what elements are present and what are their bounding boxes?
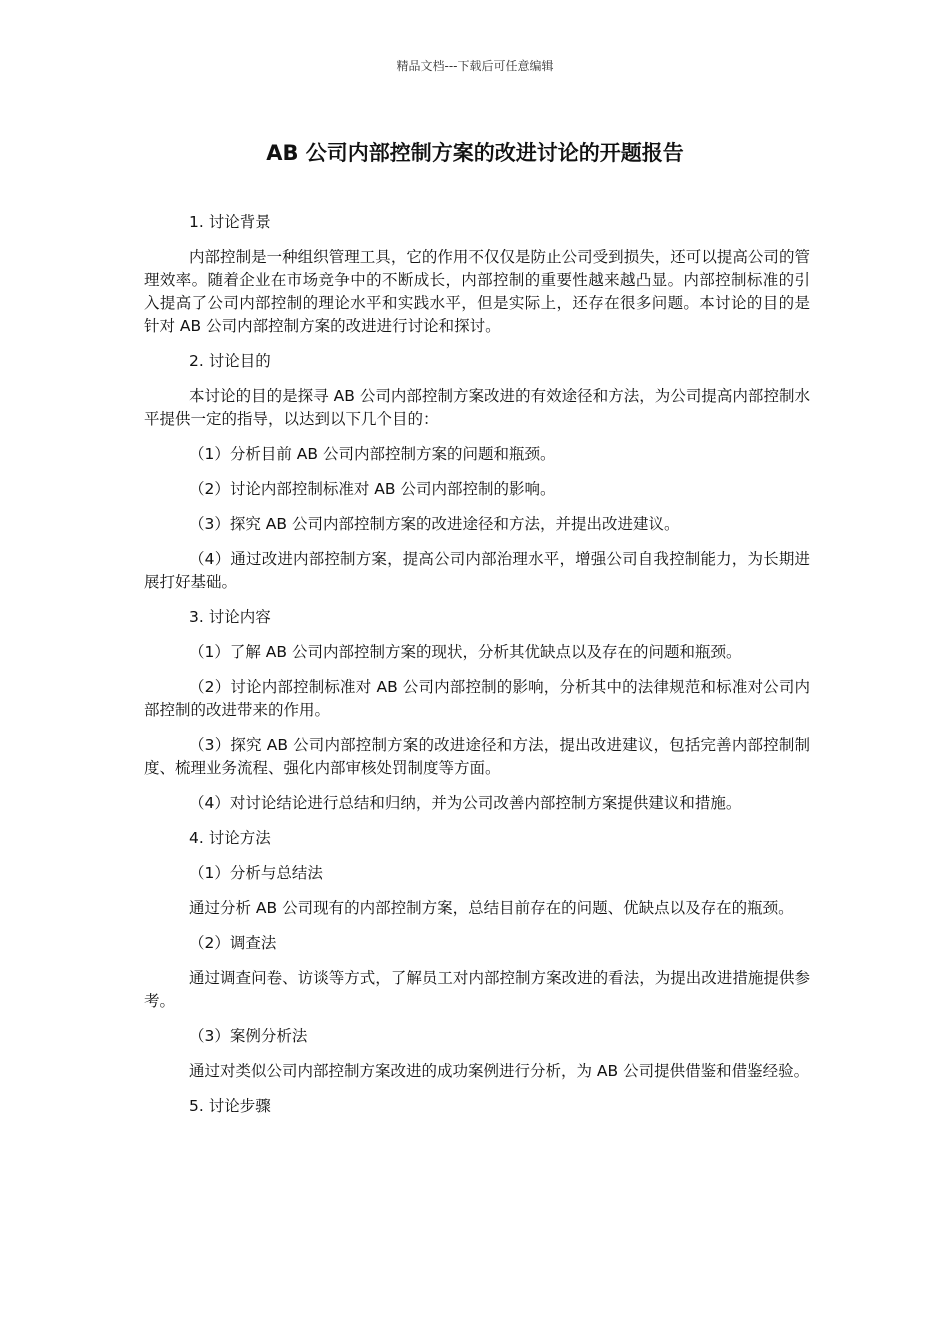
section-heading-steps: 5. 讨论步骤 [189,1097,271,1115]
purpose-item-1: （1）分析目前 AB 公司内部控制方案的问题和瓶颈。 [189,445,556,463]
page-header: 精品文档---下载后可任意编辑 [396,59,554,73]
method-heading-3: （3）案例分析法 [189,1027,308,1045]
content-item-4: （4）对讨论结论进行总结和归纳，并为公司改善内部控制方案提供建议和措施。 [189,794,742,812]
section-heading-content: 3. 讨论内容 [189,608,271,626]
purpose-item-3: （3）探究 AB 公司内部控制方案的改进途径和方法，并提出改进建议。 [189,515,680,533]
method-heading-2: （2）调查法 [189,934,277,952]
section-heading-background: 1. 讨论背景 [189,213,271,231]
document-body [144,211,810,1130]
purpose-paragraph: 本讨论的目的是探寻 AB 公司内部控制方案改进的有效途径和方法，为公司提高内部控制水平提供一定的指导，以达到以下几个目的： [144,387,810,428]
section-heading-purpose: 2. 讨论目的 [189,352,271,370]
document-title: AB 公司内部控制方案的改进讨论的开题报告 [266,141,684,165]
method-paragraph-1: 通过分析 AB 公司现有的内部控制方案，总结目前存在的问题、优缺点以及存在的瓶颈。 [189,899,794,917]
content-item-1: （1）了解 AB 公司内部控制方案的现状，分析其优缺点以及存在的问题和瓶颈。 [189,643,742,661]
content-item-3: （3）探究 AB 公司内部控制方案的改进途径和方法，提出改进建议，包括完善内部控制制度、梳理业务流程、强化内部审核处罚制度等方面。 [144,736,810,777]
purpose-item-4: （4）通过改进内部控制方案，提高公司内部治理水平，增强公司自我控制能力，为长期进展打好基础。 [144,550,810,591]
method-paragraph-3: 通过对类似公司内部控制方案改进的成功案例进行分析，为 AB 公司提供借鉴和借鉴经验。 [189,1062,810,1080]
background-paragraph: 内部控制是一种组织管理工具，它的作用不仅仅是防止公司受到损失，还可以提高公司的管理效率。随着企业在市场竞争中的不断成长，内部控制的重要性越来越凸显。内部控制标准的引入提高了公司内部控制的理论水平和实践水平，但是实际上，还存在很多问题。本讨论的目的是针对 AB 公司内部控制方案的改进进行讨论和探讨。 [144,248,810,335]
section-heading-method: 4. 讨论方法 [189,829,271,847]
purpose-item-2: （2）讨论内部控制标准对 AB 公司内部控制的影响。 [189,480,556,498]
method-paragraph-2: 通过调查问卷、访谈等方式，了解员工对内部控制方案改进的看法，为提出改进措施提供参考。 [144,969,810,1010]
method-heading-1: （1）分析与总结法 [189,864,323,882]
content-item-2: （2）讨论内部控制标准对 AB 公司内部控制的影响，分析其中的法律规范和标准对公司内部控制的改进带来的作用。 [144,678,810,719]
